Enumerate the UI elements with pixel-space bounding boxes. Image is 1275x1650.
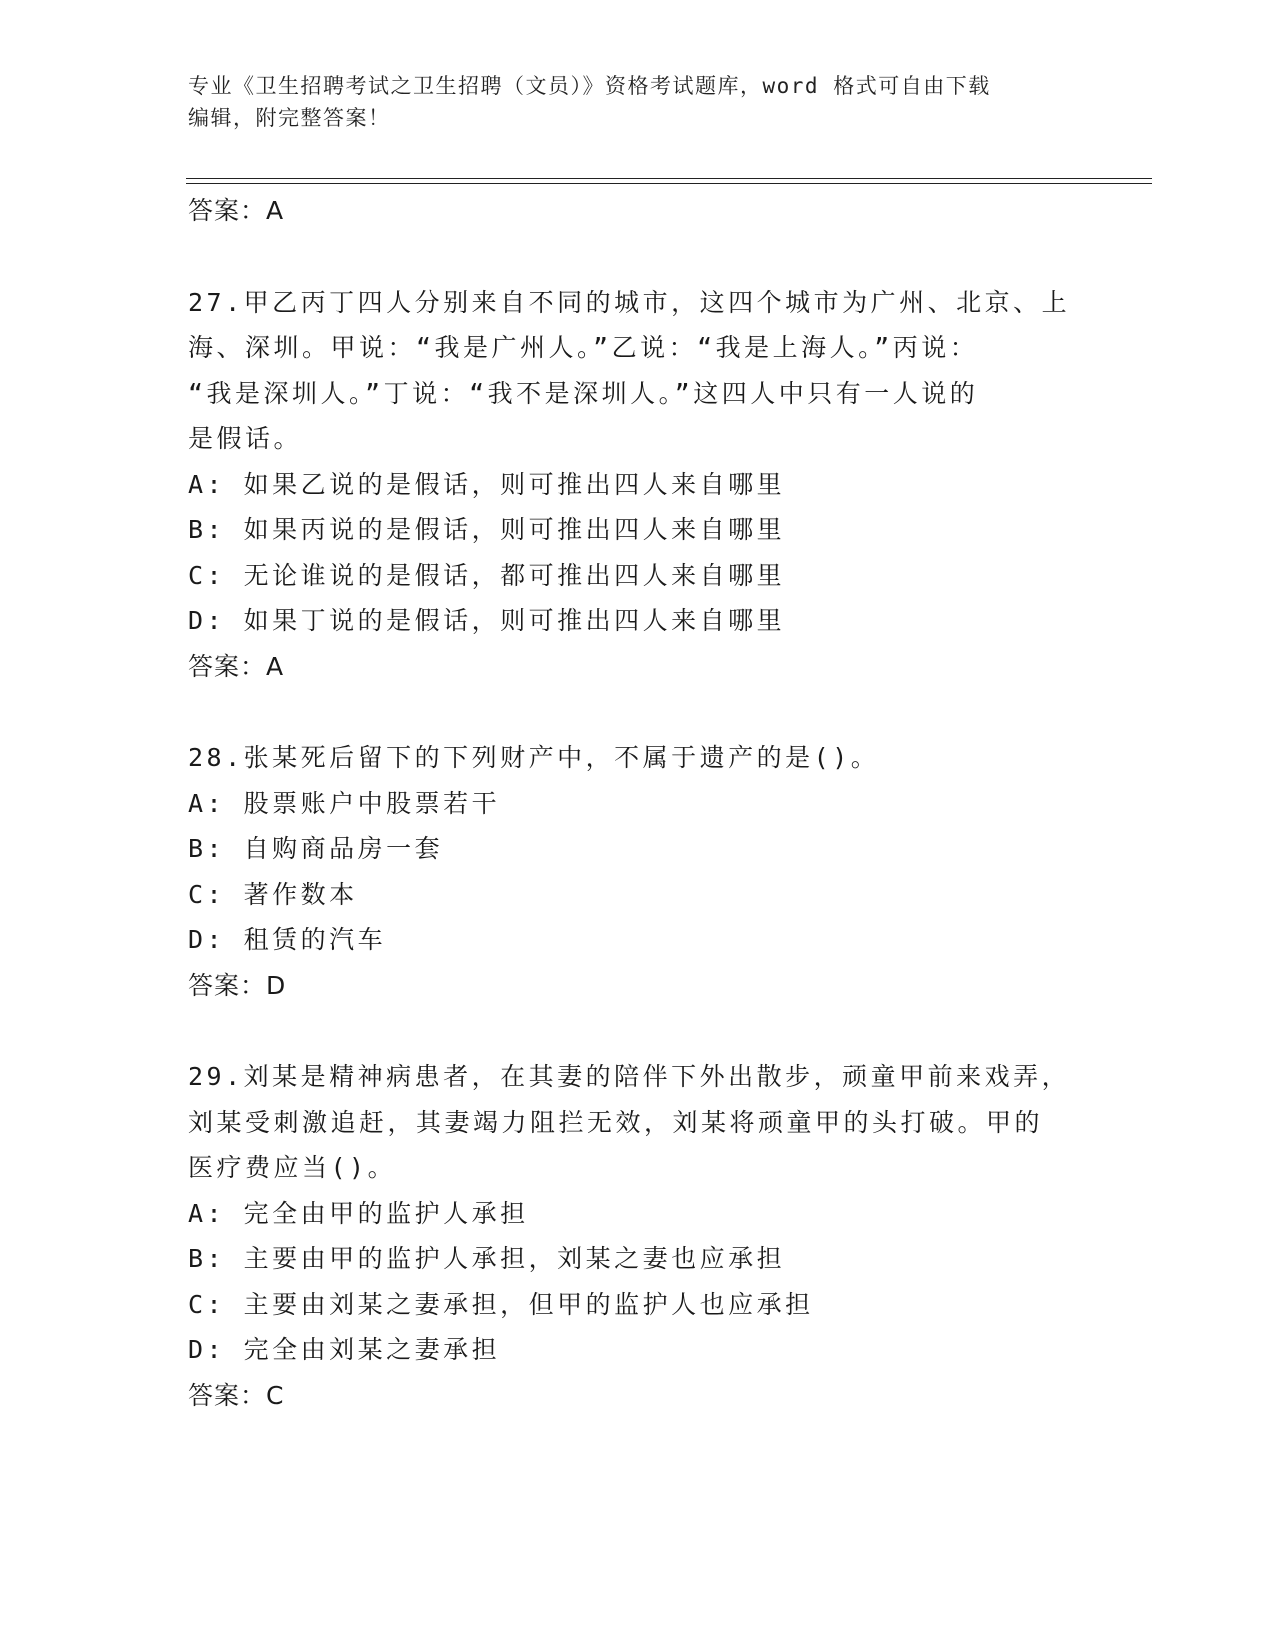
question-28-option-c: C: 著作数本: [188, 879, 358, 909]
question-29-line: 刘某受刺激追赶，其妻竭力阻拦无效，刘某将顽童甲的头打破。甲的: [188, 1107, 1044, 1137]
question-28-option-a: A: 股票账户中股票若干: [188, 788, 501, 818]
question-27-option-a: A: 如果乙说的是假话，则可推出四人来自哪里: [188, 469, 786, 499]
header-rule-top: [186, 178, 1152, 179]
question-29-option-b: B: 主要由甲的监护人承担，刘某之妻也应承担: [188, 1244, 786, 1273]
question-27-option-c: C: 无论谁说的是假话，都可推出四人来自哪里: [188, 560, 786, 590]
question-27-answer: 答案：A: [188, 651, 285, 681]
answer-prev: 答案：A: [188, 196, 285, 225]
question-27-line: 海、深圳。甲说：“我是广州人。”乙说：“我是上海人。”丙说：: [188, 333, 979, 362]
question-29-option-c: C: 主要由刘某之妻承担，但甲的监护人也应承担: [188, 1289, 814, 1319]
question-27: [188, 280, 1088, 690]
question-28-line: 28.张某死后留下的下列财产中，不属于遗产的是()。: [188, 743, 880, 772]
question-28: [188, 735, 1088, 1008]
question-28-option-b: B: 自购商品房一套: [188, 834, 444, 863]
header-line-2: 编辑，附完整答案！: [188, 106, 391, 130]
question-29: [188, 1054, 1088, 1418]
question-27-line: 是假话。: [188, 424, 303, 453]
question-28-answer: 答案：D: [188, 970, 287, 1000]
question-29-option-a: A: 完全由甲的监护人承担: [188, 1198, 529, 1228]
spacer: [188, 1008, 1088, 1054]
question-29-option-d: D: 完全由刘某之妻承担: [188, 1335, 501, 1364]
question-28-option-d: D: 租赁的汽车: [188, 925, 387, 954]
spacer: [188, 234, 1088, 280]
question-29-answer: 答案：C: [188, 1380, 285, 1410]
spacer: [188, 689, 1088, 735]
question-29-line: 医疗费应当()。: [188, 1153, 397, 1182]
header-line-1: 专业《卫生招聘考试之卫生招聘（文员）》资格考试题库，word 格式可自由下载: [188, 74, 991, 98]
question-27-option-b: B: 如果丙说的是假话，则可推出四人来自哪里: [188, 515, 786, 544]
question-27-line: “我是深圳人。”丁说：“我不是深圳人。”这四人中只有一人说的: [188, 378, 979, 408]
question-27-line: 27.甲乙丙丁四人分别来自不同的城市，这四个城市为广州、北京、上: [188, 287, 1071, 317]
question-29-line: 29.刘某是精神病患者，在其妻的陪伴下外出散步，顽童甲前来戏弄，: [188, 1062, 1071, 1091]
page-header: [188, 70, 1068, 134]
document-body: [188, 188, 1088, 1418]
header-rule-bottom: [186, 183, 1152, 184]
question-27-option-d: D: 如果丁说的是假话，则可推出四人来自哪里: [188, 606, 786, 635]
